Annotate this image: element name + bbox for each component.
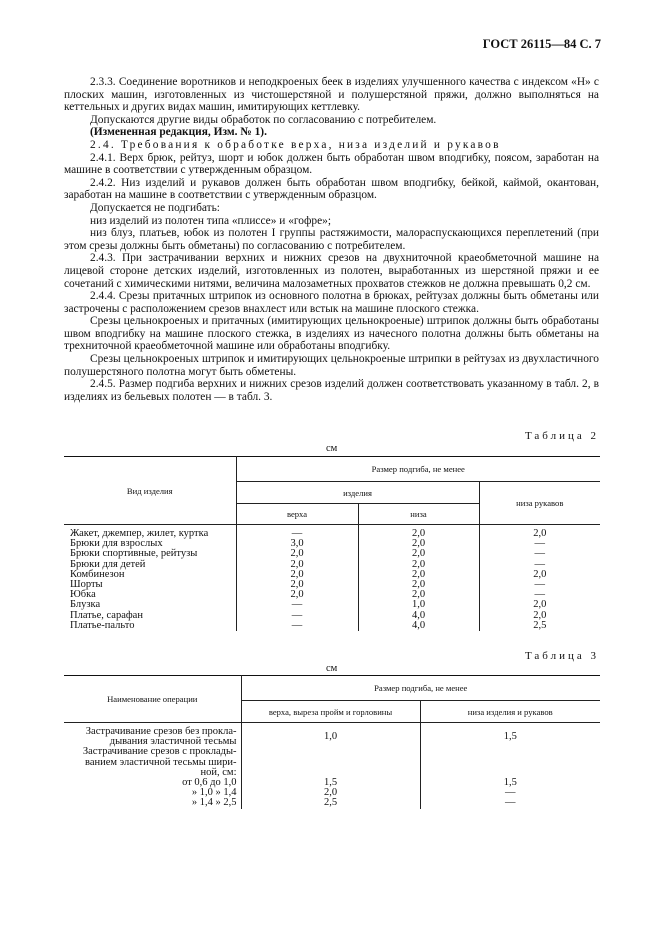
t2-cell-bottom: 2,0: [358, 580, 479, 590]
table-row: [64, 525, 600, 540]
t2-cell-item: Жакет, джемпер, жилет, куртка: [70, 528, 209, 539]
t3-cell-bottom: 1,5: [420, 723, 600, 748]
table-row: [64, 590, 600, 600]
t2-cell-item: Брюки спортивные, рейтузы: [70, 548, 198, 560]
t2-cell-bottom: 2,0: [358, 539, 479, 549]
t2-header-group: Размер подгиба, не менее: [236, 457, 600, 482]
amendment-note: (Измененная редакция, Изм. № 1).: [90, 126, 267, 139]
t2-cell-bottom: 2,0: [358, 549, 479, 559]
t2-cell-item: Платье-пальто: [70, 619, 135, 631]
t2-cell-top: —: [236, 621, 358, 631]
t2-cell-item: Брюки для детей: [70, 558, 146, 570]
t2-header-sleeves: низа рукавов: [479, 482, 600, 525]
paragraph: Допускаются другие виды обработок по согласованию с потребителем.: [90, 113, 437, 126]
paragraph: Допускается не подгибать:: [90, 201, 220, 214]
section-heading: 2.4. Требования к обработке верха, низа изделий и рукавов: [90, 138, 501, 151]
t3-op-line: » 1,4 » 2,5: [191, 797, 237, 809]
t2-cell-top: 2,0: [236, 590, 358, 600]
t3-cell-bottom: 1,5: [420, 778, 600, 788]
t2-cell-bottom: 2,0: [358, 560, 479, 570]
t3-cell-top: 1,5: [241, 778, 420, 788]
table3-caption: Таблица 3: [524, 650, 599, 662]
paragraph: 2.4.5. Размер подгиба верхних и нижних срезов изделий должен соответствовать указанному в табл. 2, в изделиях из бельевых полотен — в табл. 3.: [64, 378, 599, 403]
t2-header-top: верха: [236, 504, 358, 525]
t3-header-bottom: низа изделия и рукавов: [420, 701, 600, 723]
t3-cell-top: [241, 747, 420, 778]
t2-cell-item: Юбка: [70, 589, 96, 601]
table-row: [64, 580, 600, 590]
t2-cell-item: Платье, сарафан: [70, 609, 143, 621]
t2-cell-bottom: 1,0: [358, 600, 479, 610]
t2-cell-bottom: 4,0: [358, 611, 479, 621]
t2-cell-bottom: 2,0: [358, 590, 479, 600]
table-row: [64, 747, 600, 778]
t2-cell-sleeves: —: [479, 590, 600, 600]
t3-cell-bottom: —: [420, 788, 600, 798]
t2-cell-item: Шорты: [70, 579, 103, 591]
t2-cell-item: Комбинезон: [70, 568, 125, 580]
t2-header-bottom: низа: [358, 504, 479, 525]
t3-op-line: ванием эластичной тесьмы шири-: [85, 756, 237, 768]
t2-cell-sleeves: —: [479, 539, 600, 549]
t3-cell-bottom: [420, 747, 600, 778]
t2-cell-sleeves: 2,0: [479, 525, 600, 540]
paragraph: Срезы цельнокроеных штрипок и имитирующих цельнокроеные штрипки в рейтузах из двухластичного полушерстяного полотна могут быть обметены.: [64, 353, 599, 378]
table2-caption: Таблица 2: [524, 430, 599, 442]
t2-cell-sleeves: —: [479, 560, 600, 570]
t2-cell-top: 2,0: [236, 570, 358, 580]
t2-cell-top: 2,0: [236, 580, 358, 590]
t2-cell-top: —: [236, 600, 358, 610]
t2-cell-sleeves: —: [479, 549, 600, 559]
t2-cell-sleeves: 2,0: [479, 570, 600, 580]
paragraph: 2.3.3. Соединение воротников и неподкроеных беек в изделиях улучшенного качества с индексом «Н» с плоских машин, изготовленных из чистошерстяной и полушерстяной пряжи, должно выполняться на кеттельных и других видах машин, имитирующих кеттлевку.: [64, 76, 599, 114]
paragraph: Срезы цельнокроеных и притачных (имитирующих цельнокроеные) штрипок должны быть обработаны швом вподгибку на машине плоского стежка, в изделиях из начесного полотна должны быть обметаны на трехниточной краеобметочной машине или обработаны вподгибку.: [64, 315, 599, 353]
body-text: [64, 76, 599, 403]
t2-cell-bottom: 2,0: [358, 525, 479, 540]
t3-op-line: Застрачивание срезов без прокла-: [85, 726, 237, 737]
page-header: ГОСТ 26115—84 С. 7: [482, 37, 601, 51]
table2-unit: см: [326, 443, 338, 454]
t2-cell-top: 2,0: [236, 549, 358, 559]
t3-op-line: ной, см:: [200, 766, 237, 778]
t2-cell-top: 3,0: [236, 539, 358, 549]
table3-unit: см: [326, 663, 338, 674]
table-row: [64, 570, 600, 580]
t3-cell-top: 2,5: [241, 798, 420, 808]
table-3: [64, 675, 600, 809]
t2-cell-top: 2,0: [236, 560, 358, 570]
table-row: [64, 621, 600, 631]
paragraph: 2.4.1. Верх брюк, рейтуз, шорт и юбок должен быть обработан швом вподгибку, поясом, заработан на машине в соответствии с утвержденным образцом.: [64, 151, 599, 177]
t3-cell-bottom: —: [420, 798, 600, 808]
t3-op-line: Застрачивание срезов с проклады-: [82, 746, 237, 758]
t2-cell-sleeves: —: [479, 580, 600, 590]
t3-op-line: дывания эластичной тесьмы: [109, 736, 237, 748]
paragraph: 2.4.4. Срезы притачных штрипок из основного полотна в брюках, рейтузах должны быть обметаны или застрочены с расположением срезов внахлест или встык на машине плоского стежка.: [64, 290, 599, 315]
t3-cell-op: [64, 798, 241, 808]
t3-op-line: » 1,0 » 1,4: [191, 787, 237, 799]
table-row: [64, 560, 600, 570]
table-row: [64, 611, 600, 621]
t2-header-sub: изделия: [236, 482, 479, 504]
t2-cell-item: Блузка: [70, 599, 101, 611]
t3-header-top: верха, выреза пройм и горловины: [241, 701, 420, 723]
t2-cell-bottom: 2,0: [358, 570, 479, 580]
paragraph: 2.4.3. При застрачивании верхних и нижних срезов на двухниточной краеобметочной машине на лицевой стороне детских изделий, изготовленных из полотен, выработанных из шерстяной пряжи и ее сочетаний с химическими нитями, величина малозаметных прохватов стежков не должна превышать 0,2 см.: [64, 252, 599, 290]
t3-header-op: Наименование операции: [64, 676, 241, 723]
t2-cell-sleeves: 2,0: [479, 600, 600, 610]
t2-cell-sleeves: 2,0: [479, 611, 600, 621]
t3-cell-top: 1,0: [241, 723, 420, 748]
t2-cell-item: Брюки для взрослых: [70, 538, 163, 550]
t2-cell-bottom: 4,0: [358, 621, 479, 631]
t2-cell-top: —: [236, 611, 358, 621]
table-row: [64, 723, 600, 748]
t3-cell-top: 2,0: [241, 788, 420, 798]
paragraph: 2.4.2. Низ изделий и рукавов должен быть обработан швом вподгибку, бейкой, каймой, окантован, заработан на машине в соответствии с утвержденным образцом.: [64, 176, 599, 202]
t3-header-group: Размер подгиба, не менее: [241, 676, 600, 701]
table-row: [64, 798, 600, 808]
t2-cell-sleeves: 2,5: [479, 621, 600, 631]
t3-op-line: от 0,6 до 1,0: [182, 777, 237, 789]
paragraph: низ блуз, платьев, юбок из полотен I группы растяжимости, малораспускающихся переплетений (при этом срезы должны быть обметаны) по согласованию с потребителем.: [64, 227, 599, 252]
table-2: [64, 456, 600, 631]
t3-cell-op: [64, 747, 241, 778]
t2-cell-top: —: [236, 525, 358, 540]
t2-header-item: Вид изделия: [64, 457, 236, 525]
t3-cell-op: [64, 723, 241, 748]
table-row: [64, 600, 600, 610]
paragraph: низ изделий из полотен типа «плиссе» и «гофре»;: [90, 214, 331, 227]
